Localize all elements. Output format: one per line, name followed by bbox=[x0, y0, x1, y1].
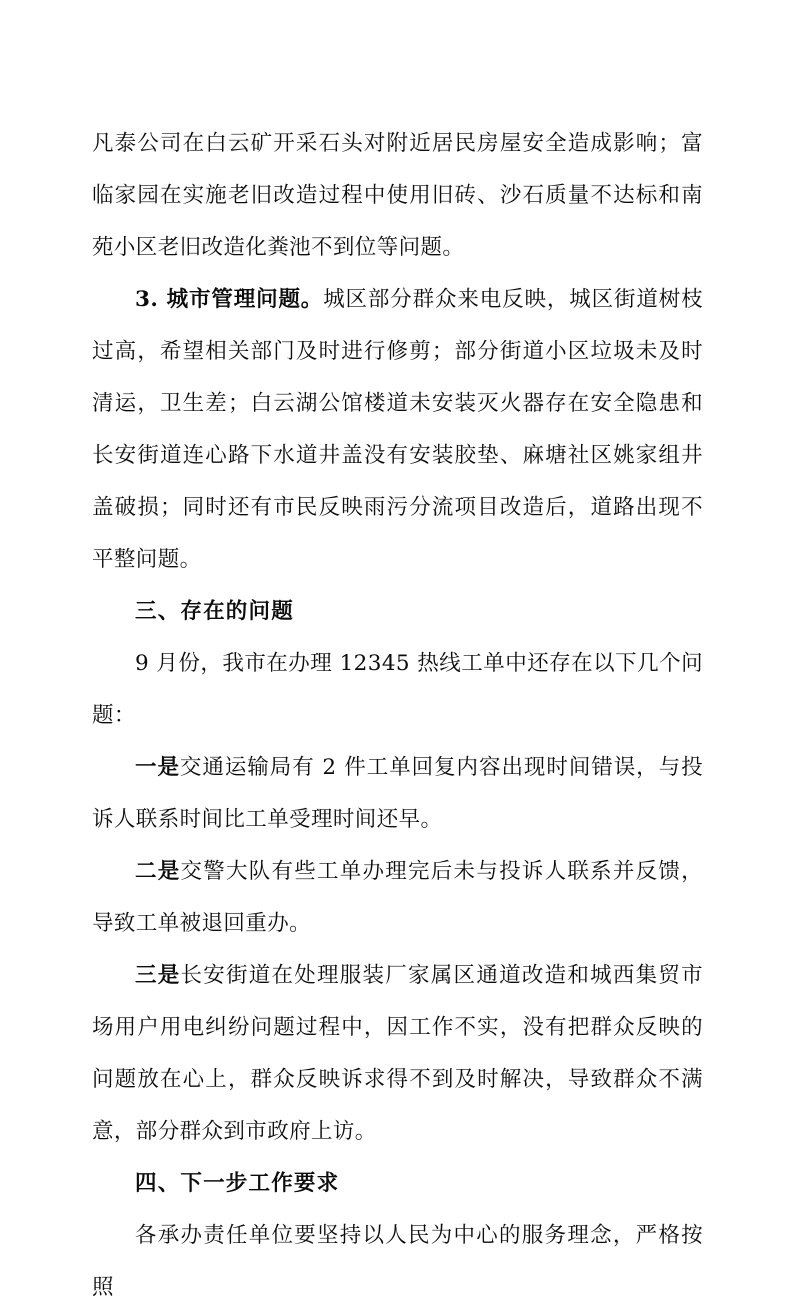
paragraph-responsibility-units: 各承办责任单位要坚持以人民为中心的服务理念，严格按照 bbox=[92, 1223, 703, 1300]
paragraph-lead-problem-three: 三是 bbox=[135, 963, 181, 988]
paragraph-problem-two bbox=[92, 846, 703, 950]
paragraph-lead-item-3: 3. 城市管理问题。 bbox=[135, 287, 324, 312]
paragraph-text-problem-two: 交警大队有些工单办理完后未与投诉人联系并反馈，导致工单被退回重办。 bbox=[92, 859, 703, 936]
paragraph-item-3-city-management bbox=[92, 274, 703, 586]
paragraph-fantai-company: 凡泰公司在白云矿开采石头对附近居民房屋安全造成影响；富临家园在实施老旧改造过程中使用旧砖、沙石质量不达标和南苑小区老旧改造化粪池不到位等问题。 bbox=[92, 131, 703, 260]
document-body bbox=[92, 118, 703, 1314]
paragraph-september-summary: 9 月份，我市在办理 12345 热线工单中还存在以下几个问题： bbox=[92, 651, 703, 728]
paragraph-text-problem-three: 长安街道在处理服装厂家属区通道改造和城西集贸市场用户用电纠纷问题过程中，因工作不实，没有把群众反映的问题放在心上，群众反映诉求得不到及时解决，导致群众不满意，部分群众到市政府上访。 bbox=[92, 963, 703, 1144]
heading-next-step-requirements: 四、下一步工作要求 bbox=[135, 1171, 340, 1196]
paragraph-text-problem-one: 交通运输局有 2 件工单回复内容出现时间错误，与投诉人联系时间比工单受理时间还早。 bbox=[92, 755, 703, 832]
heading-existing-problems: 三、存在的问题 bbox=[135, 599, 294, 624]
paragraph-text-item-3: 城区部分群众来电反映，城区街道树枝过高，希望相关部门及时进行修剪；部分街道小区垃圾未及时清运，卫生差；白云湖公馆楼道未安装灭火器存在安全隐患和长安街道连心路下水道井盖没有安装胶垫、麻塘社区姚家组井盖破损；同时还有市民反映雨污分流项目改造后，道路出现不平整问题。 bbox=[92, 287, 703, 572]
paragraph-lead-problem-two: 二是 bbox=[135, 859, 181, 884]
paragraph-problem-three bbox=[92, 950, 703, 1158]
paragraph-lead-problem-one: 一是 bbox=[135, 755, 180, 780]
paragraph-problem-one bbox=[92, 742, 703, 846]
